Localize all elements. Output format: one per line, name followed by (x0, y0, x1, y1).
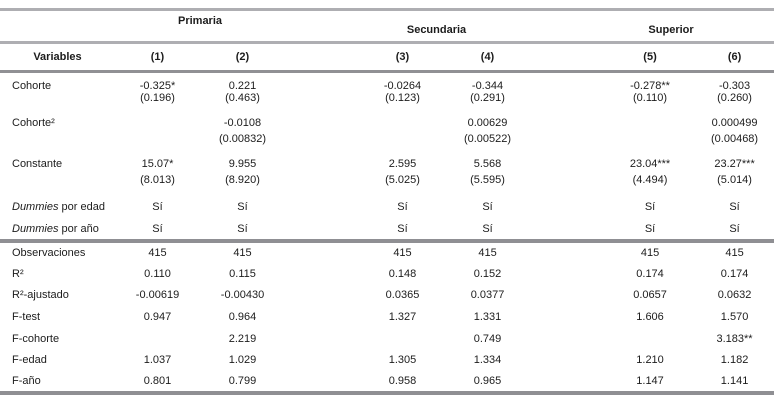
value-cell: 415 (393, 246, 412, 259)
value-cell: -0.00430 (220, 289, 265, 302)
value-cell: Sí (644, 200, 656, 213)
value-cell: 0.00629 (467, 117, 508, 129)
value-cell: Sí (397, 200, 408, 213)
value-cell: (0.196) (140, 92, 175, 104)
value-cell: Sí (729, 200, 740, 213)
row-label-part: Cohorte² (12, 117, 55, 129)
row-label (0, 154, 115, 174)
value-cell: 0.174 (720, 267, 749, 280)
column-spacer (530, 349, 605, 371)
column-spacer (530, 72, 605, 93)
column-spacer (285, 195, 360, 218)
column-spacer (285, 218, 360, 241)
group-header-spacer (0, 10, 115, 43)
column-header-5: (5) (643, 51, 657, 63)
value-cell (115, 328, 200, 350)
value-cell: 1.331 (473, 310, 502, 323)
row-label (0, 92, 115, 113)
value-cell: 0.947 (143, 310, 172, 323)
value-cell: 0.000499 (711, 117, 758, 129)
column-spacer (285, 263, 360, 285)
value-cell: 1.327 (388, 310, 417, 323)
row-label (0, 72, 115, 93)
column-spacer (285, 174, 360, 195)
column-header-4: (4) (480, 51, 495, 63)
column-spacer (530, 174, 605, 195)
column-spacer (530, 195, 605, 218)
column-spacer (530, 218, 605, 241)
table-row (0, 72, 774, 93)
table-row (0, 92, 774, 113)
row-label (0, 133, 115, 154)
column-spacer (285, 241, 360, 263)
value-cell: 0.0632 (717, 289, 752, 302)
value-cell: 0.965 (473, 374, 502, 387)
value-cell: 2.595 (388, 158, 417, 170)
table-row (0, 263, 774, 285)
value-cell: (0.00468) (711, 133, 759, 145)
column-header-3: (3) (395, 51, 410, 63)
value-cell (360, 113, 445, 133)
value-cell: 2.219 (228, 332, 257, 345)
value-cell: 0.0657 (633, 289, 667, 302)
column-spacer (285, 43, 360, 72)
column-spacer (285, 92, 360, 113)
value-cell: 23.27*** (714, 158, 755, 170)
value-cell: Sí (729, 222, 740, 235)
value-cell: -0.0108 (223, 117, 262, 129)
column-spacer (530, 113, 605, 133)
table-row (0, 195, 774, 218)
value-cell: -0.278** (630, 80, 670, 92)
value-cell: 1.141 (720, 374, 749, 387)
value-cell: 1.182 (720, 354, 749, 367)
column-spacer (530, 92, 605, 113)
value-cell: (4.494) (632, 174, 668, 186)
column-spacer (285, 113, 360, 133)
value-cell: 0.110 (144, 267, 171, 280)
value-cell: -0.325* (139, 80, 176, 92)
row-label (0, 371, 115, 393)
value-cell: (0.463) (225, 92, 260, 104)
value-cell: 0.958 (388, 374, 417, 387)
column-header-2: (2) (235, 51, 250, 63)
row-label-part: Constante (12, 158, 63, 170)
column-spacer (530, 241, 605, 263)
row-label-part: F-edad (12, 354, 47, 367)
column-spacer (285, 284, 360, 306)
value-cell: 415 (148, 246, 167, 259)
row-label-part: por edad (58, 200, 105, 213)
row-label-italic-part: Dummies (12, 222, 59, 235)
column-header-1: (1) (150, 51, 165, 63)
column-spacer (530, 263, 605, 285)
value-cell: 1.570 (720, 310, 749, 323)
value-cell (605, 328, 695, 350)
value-cell: Sí (152, 200, 163, 213)
column-spacer (530, 133, 605, 154)
value-cell: Sí (397, 222, 408, 235)
section-coefficients (0, 72, 774, 242)
column-spacer (285, 72, 360, 93)
value-cell: (5.025) (385, 174, 420, 186)
column-spacer (285, 328, 360, 350)
column-spacer (530, 284, 605, 306)
value-cell: 1.037 (143, 354, 172, 367)
value-cell: 1.606 (636, 310, 664, 323)
table-row (0, 349, 774, 371)
table-row (0, 284, 774, 306)
value-cell: 0.964 (228, 310, 257, 323)
value-cell: 0.148 (388, 267, 417, 280)
row-label (0, 113, 115, 133)
value-cell: 1.147 (636, 374, 664, 387)
value-cell: (0.291) (470, 92, 505, 104)
row-label (0, 174, 115, 195)
value-cell: 0.152 (473, 267, 502, 280)
value-cell: 0.0377 (470, 289, 505, 302)
value-cell: (8.013) (140, 174, 175, 186)
column-header-variables: Variables (33, 51, 82, 63)
value-cell: (0.260) (717, 92, 752, 104)
row-label-part: por año (58, 222, 99, 235)
value-cell: 15.07* (141, 158, 174, 170)
column-spacer (285, 154, 360, 174)
value-cell: -0.344 (471, 80, 504, 92)
value-cell: 5.568 (473, 158, 502, 170)
value-cell: (0.00832) (218, 133, 267, 145)
value-cell: Sí (482, 200, 493, 213)
column-header-6: (6) (727, 51, 742, 63)
column-spacer (285, 133, 360, 154)
table-row (0, 113, 774, 133)
value-cell: Sí (482, 222, 493, 235)
row-label-part: F-año (12, 374, 41, 387)
column-spacer (285, 349, 360, 371)
value-cell: 0.174 (636, 267, 664, 280)
row-label-part: R² (12, 267, 24, 280)
row-label (0, 218, 115, 241)
value-cell: Sí (237, 222, 248, 235)
value-cell (115, 113, 200, 133)
value-cell: 1.334 (473, 354, 502, 367)
section-stats (0, 241, 774, 393)
table-row (0, 241, 774, 263)
value-cell (360, 133, 445, 154)
column-spacer (285, 371, 360, 393)
column-spacer (530, 371, 605, 393)
value-cell: (5.014) (717, 174, 752, 186)
row-label (0, 195, 115, 218)
regression-results-table (0, 8, 774, 395)
value-cell: 1.305 (388, 354, 417, 367)
table-row (0, 174, 774, 195)
row-label-italic-part: Dummies (12, 200, 59, 213)
value-cell: 415 (640, 246, 660, 259)
table-row (0, 371, 774, 393)
value-cell: 415 (478, 246, 497, 259)
value-cell: 1.029 (228, 354, 257, 367)
value-cell: -0.0264 (383, 80, 422, 92)
row-label (0, 263, 115, 285)
value-cell: 9.955 (228, 158, 257, 170)
value-cell: 0.0365 (385, 289, 420, 302)
group-header-primaria: Primaria (177, 15, 223, 27)
row-label-part: Observaciones (12, 246, 86, 259)
table-row (0, 306, 774, 328)
value-cell: -0.303 (718, 80, 751, 92)
value-cell: 0.115 (229, 267, 256, 280)
value-cell: 0.221 (228, 80, 257, 92)
value-cell: Sí (152, 222, 163, 235)
value-cell: 415 (725, 246, 744, 259)
row-label-part: Cohorte (12, 80, 52, 92)
table-row (0, 133, 774, 154)
value-cell: 23.04*** (629, 158, 671, 170)
row-label-part: F-test (12, 310, 41, 323)
column-spacer (530, 154, 605, 174)
value-cell: 1.210 (636, 354, 664, 367)
value-cell: (8.920) (225, 174, 260, 186)
value-cell: 415 (233, 246, 252, 259)
row-label-part: F-cohorte (12, 332, 60, 345)
value-cell: 3.183** (716, 332, 753, 345)
value-cell: -0.00619 (135, 289, 180, 302)
value-cell (605, 133, 695, 154)
row-label (0, 306, 115, 328)
column-spacer (530, 328, 605, 350)
group-header-secundaria: Secundaria (406, 24, 467, 36)
group-header-row (0, 10, 774, 43)
table-row (0, 154, 774, 174)
value-cell: (0.123) (385, 92, 420, 104)
value-cell: Sí (237, 200, 248, 213)
row-label (0, 241, 115, 263)
value-cell: Sí (644, 222, 656, 235)
row-label (0, 328, 115, 350)
row-label (0, 284, 115, 306)
column-header-row (0, 43, 774, 72)
value-cell (605, 113, 695, 133)
column-spacer (285, 306, 360, 328)
column-spacer (530, 306, 605, 328)
value-cell: (5.595) (470, 174, 505, 186)
value-cell: (0.110) (633, 92, 668, 104)
row-label (0, 349, 115, 371)
row-label-part: R²-ajustado (12, 289, 69, 302)
value-cell: (0.00522) (463, 133, 512, 145)
value-cell: 0.801 (143, 374, 172, 387)
value-cell: 0.799 (228, 374, 257, 387)
value-cell (360, 328, 445, 350)
value-cell (115, 133, 200, 154)
column-spacer (530, 43, 605, 72)
table-row (0, 218, 774, 241)
group-header-superior: Superior (648, 24, 694, 36)
table-row (0, 328, 774, 350)
value-cell: 0.749 (473, 332, 502, 345)
